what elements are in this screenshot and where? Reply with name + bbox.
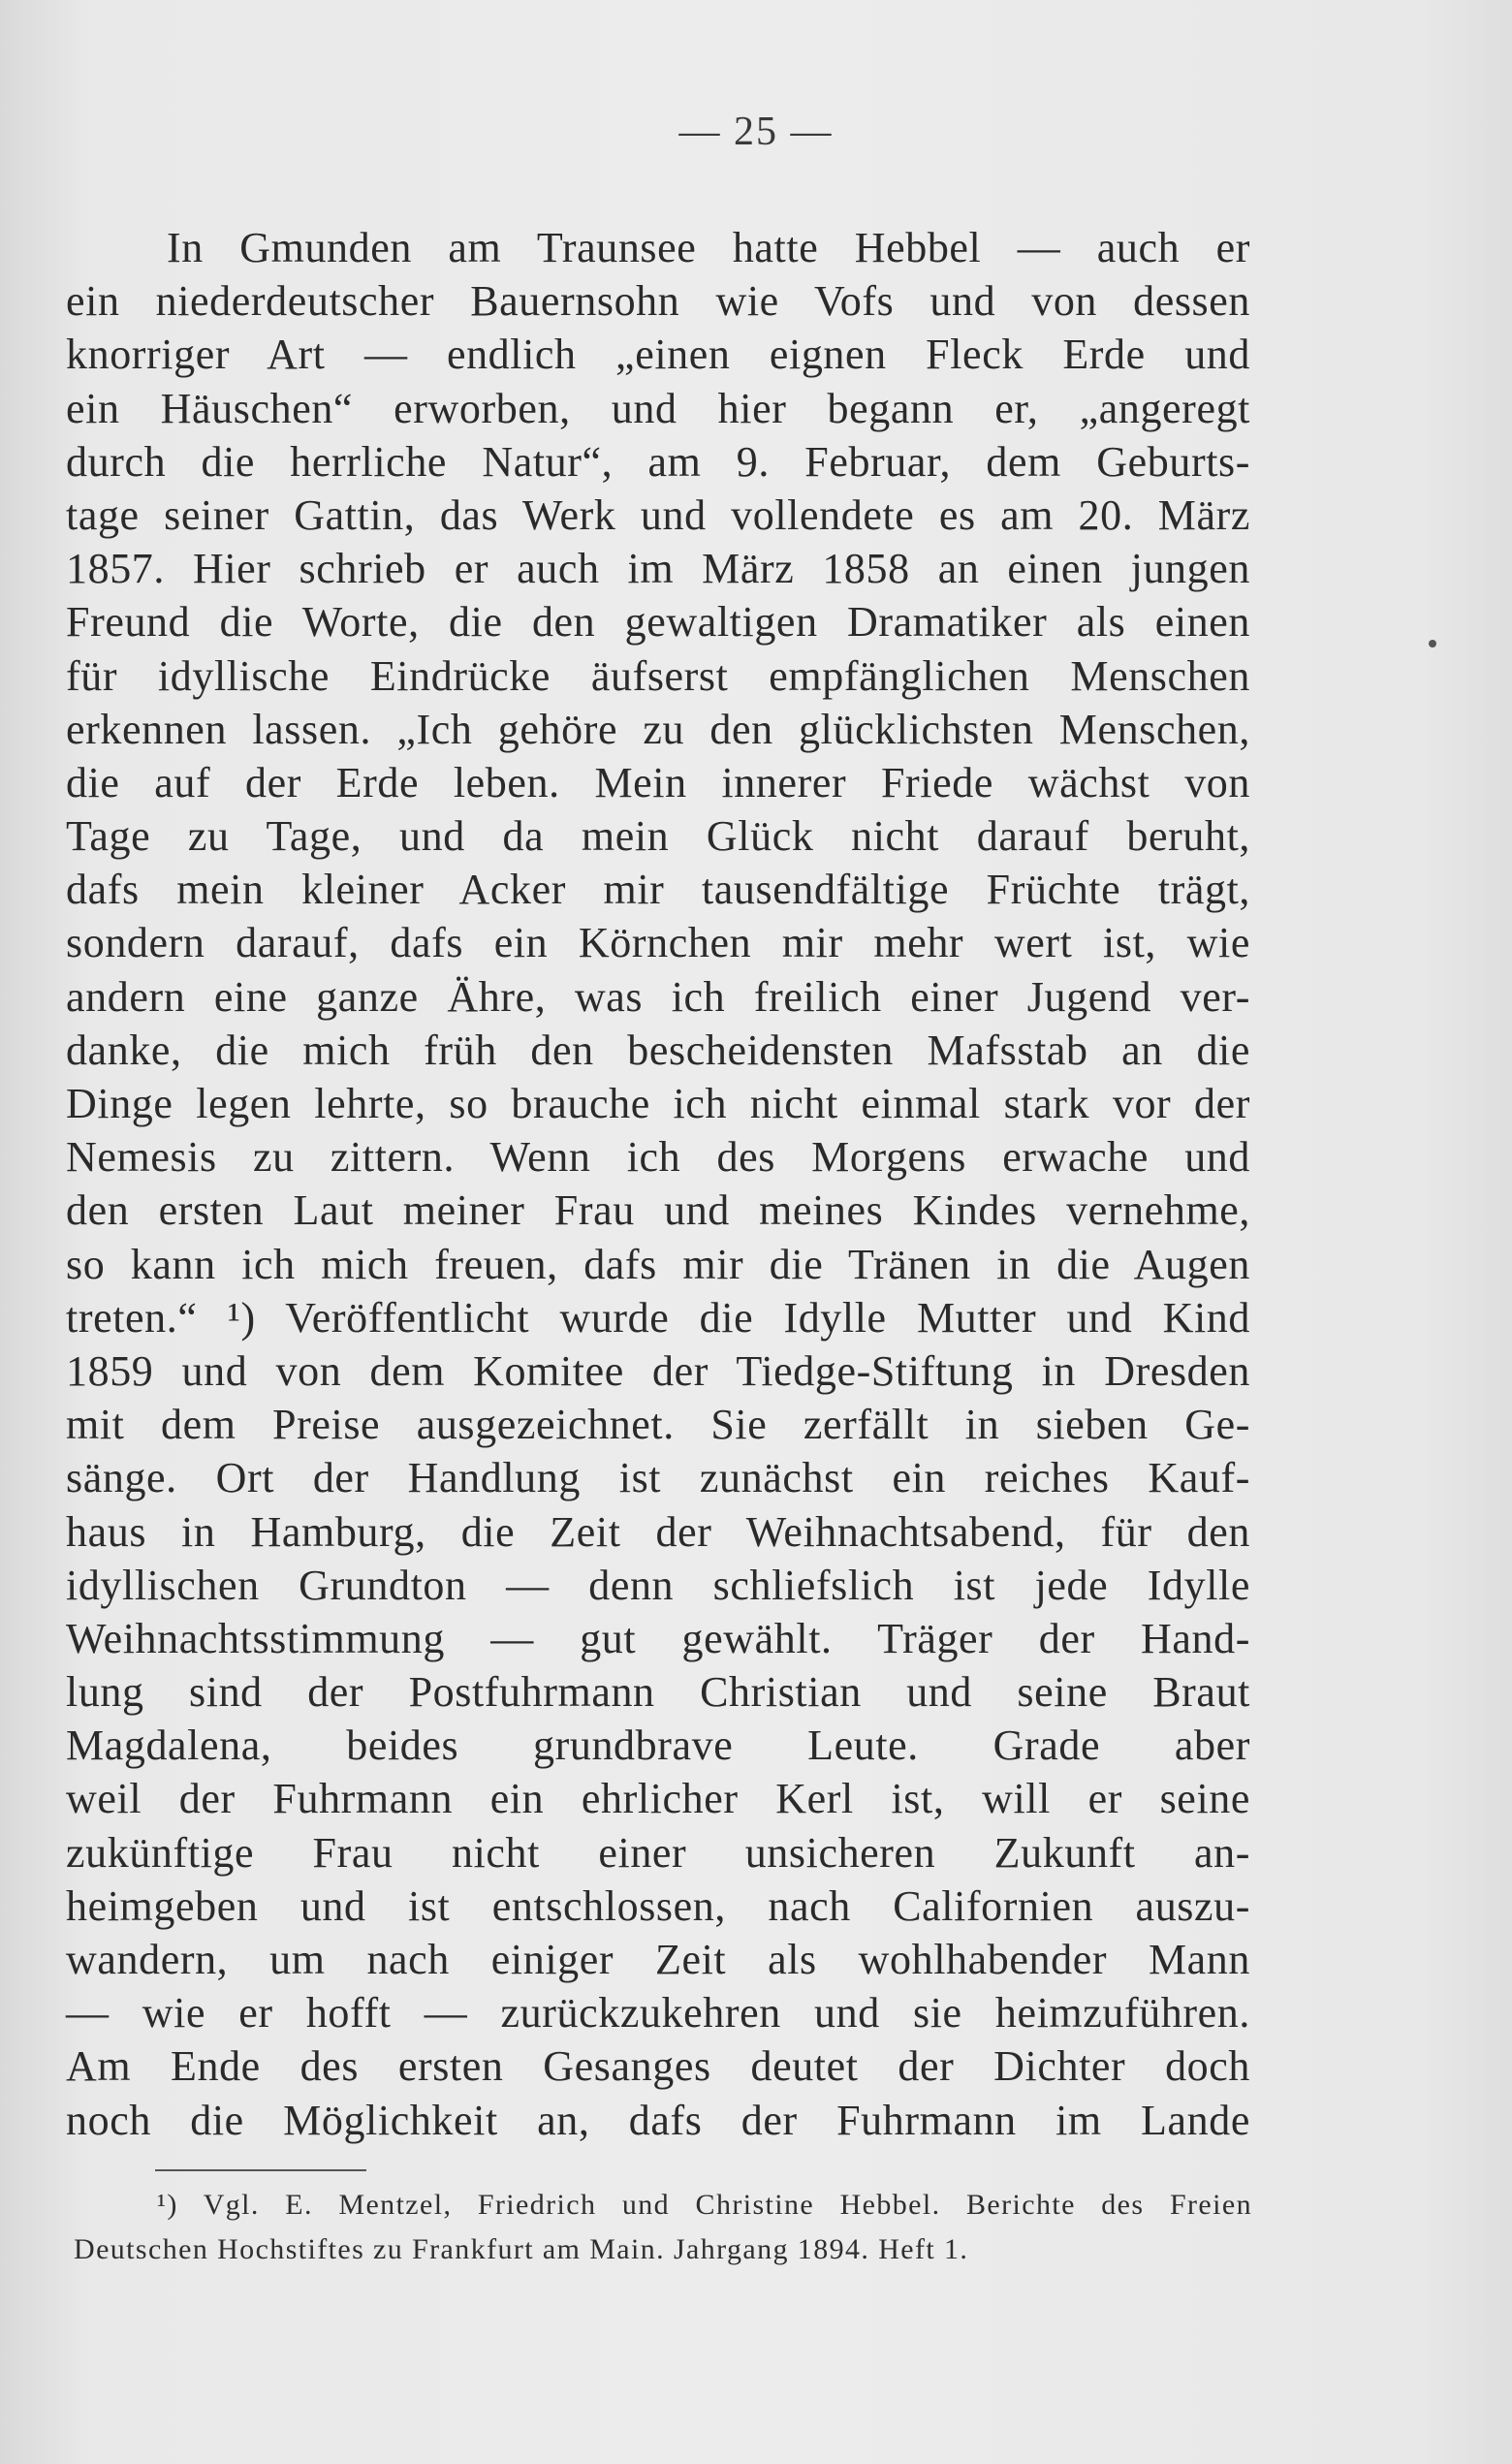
- text-line: Dinge legen lehrte, so brauche ich nicht einmal stark vor der: [66, 1080, 1250, 1127]
- text-line: die auf der Erde leben. Mein innerer Friede wächst von: [66, 758, 1250, 806]
- text-line: ein niederdeutscher Bauernsohn wie Vofs und von dessen: [66, 277, 1250, 326]
- text-line: lung sind der Postfuhrmann Christian und seine Braut: [66, 1668, 1250, 1717]
- text-line: sänge. Ort der Handlung ist zunächst ein reiches Kauf-: [66, 1454, 1250, 1502]
- text-line: Freund die Worte, die den gewaltigen Dramatiker als einen: [66, 598, 1250, 647]
- footnote: [74, 2183, 1252, 2272]
- footnote-line: ¹) Vgl. E. Mentzel, Friedrich und Christine Hebbel. Berichte des Freien: [157, 2189, 1252, 2221]
- body-paragraph: [66, 221, 1250, 2147]
- footnote-divider: [155, 2169, 366, 2171]
- text-line: andern eine ganze Ähre, was ich freilich einer Jugend ver-: [66, 972, 1250, 1021]
- text-line: so kann ich mich freuen, dafs mir die Tränen in die Augen: [66, 1240, 1250, 1288]
- text-line: zukünftige Frau nicht einer unsicheren Zukunft an-: [66, 1828, 1250, 1877]
- text-line: knorriger Art — endlich „einen eignen Fleck Erde und: [66, 331, 1250, 379]
- text-line: ein Häuschen“ erworben, und hier begann er, „angeregt: [66, 384, 1250, 432]
- text-line: 1857. Hier schrieb er auch im März 1858 an einen jungen: [66, 545, 1250, 593]
- text-line: den ersten Laut meiner Frau und meines Kindes vernehme,: [66, 1186, 1250, 1235]
- footnote-line: Deutschen Hochstiftes zu Frankfurt am Main. Jahrgang 1894. Heft 1.: [74, 2233, 969, 2265]
- text-line: dafs mein kleiner Acker mir tausendfältige Früchte trägt,: [66, 866, 1250, 914]
- text-line: heimgeben und ist entschlossen, nach Californien auszu-: [66, 1881, 1250, 1930]
- text-line: wandern, um nach einiger Zeit als wohlhabender Mann: [66, 1936, 1250, 1983]
- text-line: Tage zu Tage, und da mein Glück nicht darauf beruht,: [66, 812, 1250, 861]
- text-line: weil der Fuhrmann ein ehrlicher Kerl ist, will er seine: [66, 1775, 1250, 1823]
- text-line: danke, die mich früh den bescheidensten Mafsstab an die: [66, 1026, 1250, 1074]
- page-number: — 25 —: [678, 110, 834, 154]
- text-line: Magdalena, beides grundbrave Leute. Grade aber: [66, 1722, 1250, 1770]
- text-line: 1859 und von dem Komitee der Tiedge-Stiftung in Dresden: [66, 1346, 1250, 1395]
- text-line: noch die Möglichkeit an, dafs der Fuhrmann im Lande: [66, 2096, 1250, 2144]
- text-line: tage seiner Gattin, das Werk und vollendete es am 20. März: [66, 490, 1250, 539]
- text-line: In Gmunden am Traunsee hatte Hebbel — auch er: [167, 224, 1250, 271]
- text-line: idyllischen Grundton — denn schliefslich ist jede Idylle: [66, 1561, 1250, 1609]
- text-line: durch die herrliche Natur“, am 9. Februar, dem Geburts-: [66, 437, 1250, 486]
- print-speck: [1429, 640, 1436, 648]
- text-line: — wie er hofft — zurückzukehren und sie heimzuführen.: [66, 1989, 1250, 2038]
- text-line: mit dem Preise ausgezeichnet. Sie zerfällt in sieben Ge-: [66, 1401, 1250, 1449]
- text-line: treten.“ ¹) Veröffentlicht wurde die Idylle Mutter und Kind: [66, 1293, 1250, 1342]
- text-line: erkennen lassen. „Ich gehöre zu den glücklichsten Menschen,: [66, 705, 1250, 753]
- text-line: Weihnachtsstimmung — gut gewählt. Träger der Hand-: [66, 1614, 1250, 1662]
- text-line: für idyllische Eindrücke äufserst empfänglichen Menschen: [66, 651, 1250, 700]
- text-line: haus in Hamburg, die Zeit der Weihnachtsabend, für den: [66, 1507, 1250, 1556]
- text-line: sondern darauf, dafs ein Körnchen mir mehr wert ist, wie: [66, 919, 1250, 967]
- text-line: Nemesis zu zittern. Wenn ich des Morgens erwache und: [66, 1133, 1250, 1182]
- text-line: Am Ende des ersten Gesanges deutet der Dichter doch: [66, 2042, 1250, 2091]
